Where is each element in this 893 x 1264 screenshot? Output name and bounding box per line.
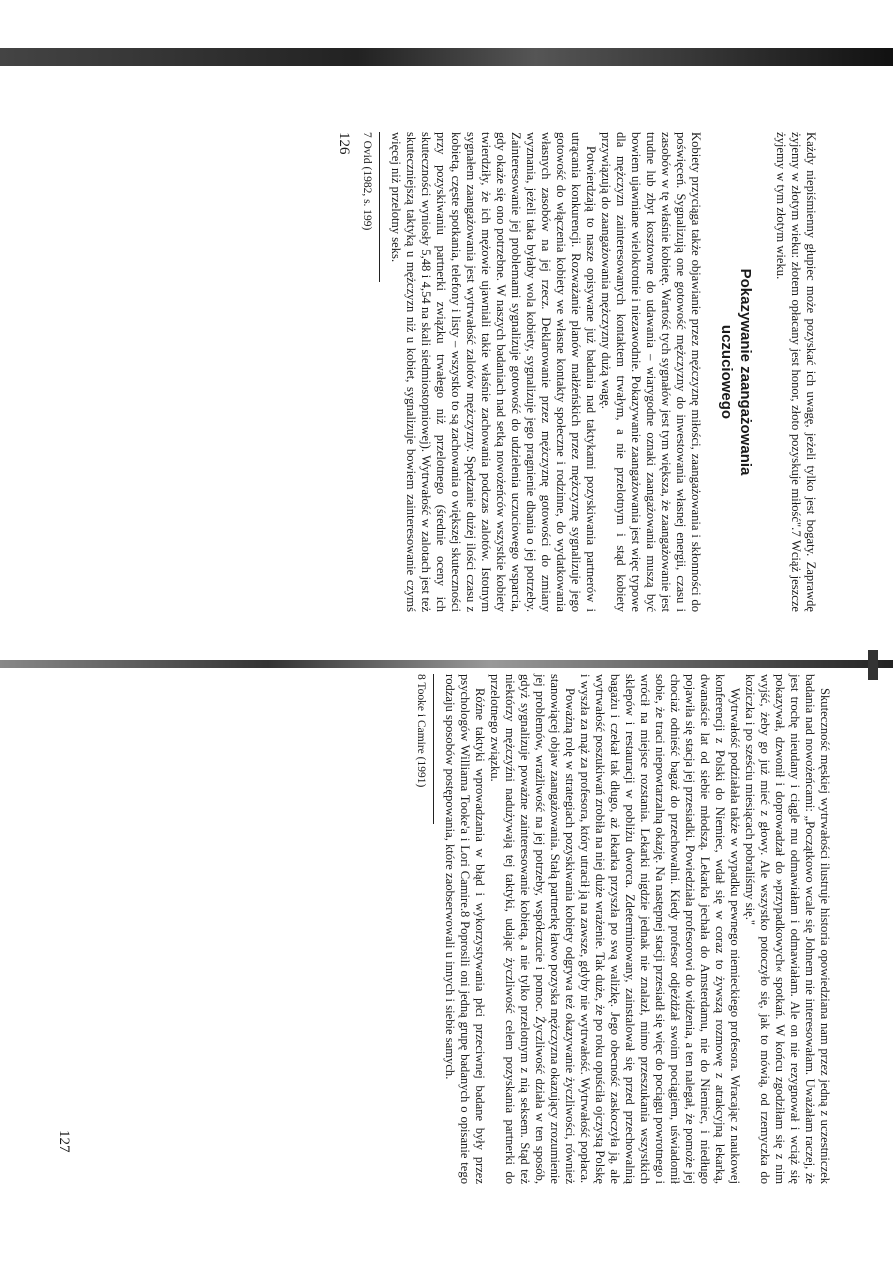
heading-line-2: uczuciowego xyxy=(718,324,735,420)
paragraph-4: Różne taktyki wprowadzania w błąd i wykorzystywania płci przeciwnej badane były przez psychologów Williama Tooke'a i Lori Camire.8 Poprosili oni jedną grupę badanych o opisanie tego rodzaju sposobów postępowania, które zaobserwowali u innych i siebie samych. xyxy=(443,674,487,1184)
footnote-8: 8 Tooke i Camire (1991) xyxy=(415,674,427,788)
intro-paragraph: Każdy niepiśmienny głupiec może pozyskać ich uwagę, jeżeli tylko jest bogaty. Zaprawdę żyjemy w złotym wieku: złotem opłacany jest honor, złoto pozyskuje miłość".7 Wciąż jeszcze żyjemy w tym złotym wieku. xyxy=(774,132,818,612)
paragraph-3: Poważną rolę w strategiach pozyskiwania kobiety odgrywa też okazywanie życzliwości, również stanowiącej objaw zaangażowania. Stałą partnerkę łatwo pozyska mężczyzna okazujący zrozumienie jej problemów, wrażliwość na jej potrzeby, współczucie i pomoc. Życzliwość działa w ten sposób, gdyż sygnalizuje poważne zainteresowanie kobietą, a nie tylko przelotnym z nią seksem. Stąd też niektórzy mężczyźni nadużywają tej taktyki, udając życzliwość celem pozyskania partnerki do przelotnego związku. xyxy=(488,674,577,1184)
paragraph-2: Wytrwałość podziałała także w wypadku pewnego niemieckiego profesora. Wracając z naukowej konferencji z Polski do Niemiec, wdał się w coraz to żywszą rozmowę z atrakcyjną lekarką, dwanaście lat od siebie młodszą. Lekarka jechała do Amsterdamu, nie do Niemiec, i niedługo pojawiła się stacja jej przesiadki. Powiedziała profesorowi do widzenia, a ten nalegał, że pomoże jej chociaż odnieść bagaż do przechowalni. Kiedy profesor odjeżdżał swoim pociągiem, uświadomił sobie, że traci niepowtarzalną okazję. Na następnej stacji przesiadł się więc do pociągu powrotnego i wrócił na miejsce rozstania. Lekarki nigdzie jednak nie znalazł, mimo przeszukania wszystkich sklepów i restauracji w pobliżu dworca. Zdeterminowany, zainstalował się przed przechowalnią bagażu i czekał tak długo, aż lekarka przyszła po swą walizkę. Jego obecność zaskoczyła ją, ale wytrwałość poszukiwań zrobiła na niej duże wrażenie. Tak duże, że po roku opuściła ojczystą Polskę i wyszła za mąż za profesora, który utracił ją na zawsze, gdyby nie wytrwałość. Wytrwałość popłaca. xyxy=(578,674,742,1184)
page-127 xyxy=(0,632,893,1264)
footnote-rule xyxy=(433,674,434,824)
footnote-7: 7 Ovid (1982, s. 199) xyxy=(361,132,373,231)
paragraph-2: Potwierdzają to nasze opisywane już badania nad taktykami pozyskiwania partnerów i utrącania konkurencji. Rozważanie planów małżeńskich przez mężczyznę sygnalizuje jego gotowość do włączenia kobiety we własne kontakty społeczne i rodzinne, do wydatkowania własnych zasobów na jej rzecz. Deklarowanie przez mężczyznę gotowości do zmiany wyznania, jeżeli taka byłaby wola kobiety, sygnalizuje jego pragnienie dbania o jej potrzeby. Zainteresowanie jej problemami sygnalizuje gotowość do udzielenia uczuciowego wsparcia, gdy okaże się ono potrzebne. W naszych badaniach nad setką nowożeńców wszystkie kobiety twierdziły, że ich mężowie ujawniali takie właśnie zachowania podczas zalotów. Istotnym sygnałem zaangażowania jest wytrwałość zalotów mężczyzny. Spędzanie dużej ilości czasu z kobietą, częste spotkania, telefony i listy – wszystko to są zachowania o większej skuteczności przy pozyskiwaniu partnerki związku trwałego niż przelotnego (średnie oceny ich skuteczności wyniosły 5,48 i 4,54 na skali siedmiostopniowej). Wytrwałość w zalotach jest też skuteczniejszą taktyką u mężczyzn niż u kobiet, sygnalizuje bowiem zainteresowanie czymś więcej niż przelotny seks. xyxy=(389,132,598,612)
footnote-rule xyxy=(379,132,380,282)
scan-edge-top xyxy=(0,48,893,66)
heading-line-1: Pokazywanie zaangażowania xyxy=(737,268,754,476)
page-126-text xyxy=(118,132,818,612)
page-number-126: 126 xyxy=(336,132,352,155)
page-127-text xyxy=(132,674,832,1184)
paragraph-1: Kobiety przyciąga także objawianie przez mężczyznę miłości, zaangażowania i skłonności do poświęceń. Sygnalizują one gotowość mężczyzny do inwestowania własnej energii, czasu i zasobów w tę właśnie kobietę. Wartość tych sygnałów jest tym większa, że zaangażowanie jest trudne lub zbyt kosztowne do udawania – wiarygodne oznaki zaangażowania muszą być bowiem ujawniane wielokrotnie i niezawodnie. Pokazywanie zaangażowania jest więc typowe dla mężczyzn zainteresowanych kontaktem trwałym, a nie przelotnym i stąd kobiety przywiązują do zaangażowania mężczyzny dużą wagę. xyxy=(599,132,703,612)
section-heading xyxy=(717,132,755,612)
paragraph-1: Skuteczność męskiej wytrwałości ilustruje historia opowiedziana nam przez jedną z uczestniczek badania nad nowożeńcami: „Początkowo wcale się Johnem nie interesowałam. Uważałam raczej, że jest trochę nieudany i ciągle mu odmawiałam i odmawiałam. Ale on nie rezygnował i wciąż się pokazywał, dzwonił i doprowadzał do »przypadkowych« spotkań. W końcu zgodziłam się z nim wyjść, żeby go już mieć z głowy. Ale wszystko potoczyło się, jak to mówią, od rzemyczka do koziczka i po sześciu miesiącach pobraliśmy się." xyxy=(743,674,832,1184)
page-number-127: 127 xyxy=(56,1130,72,1153)
